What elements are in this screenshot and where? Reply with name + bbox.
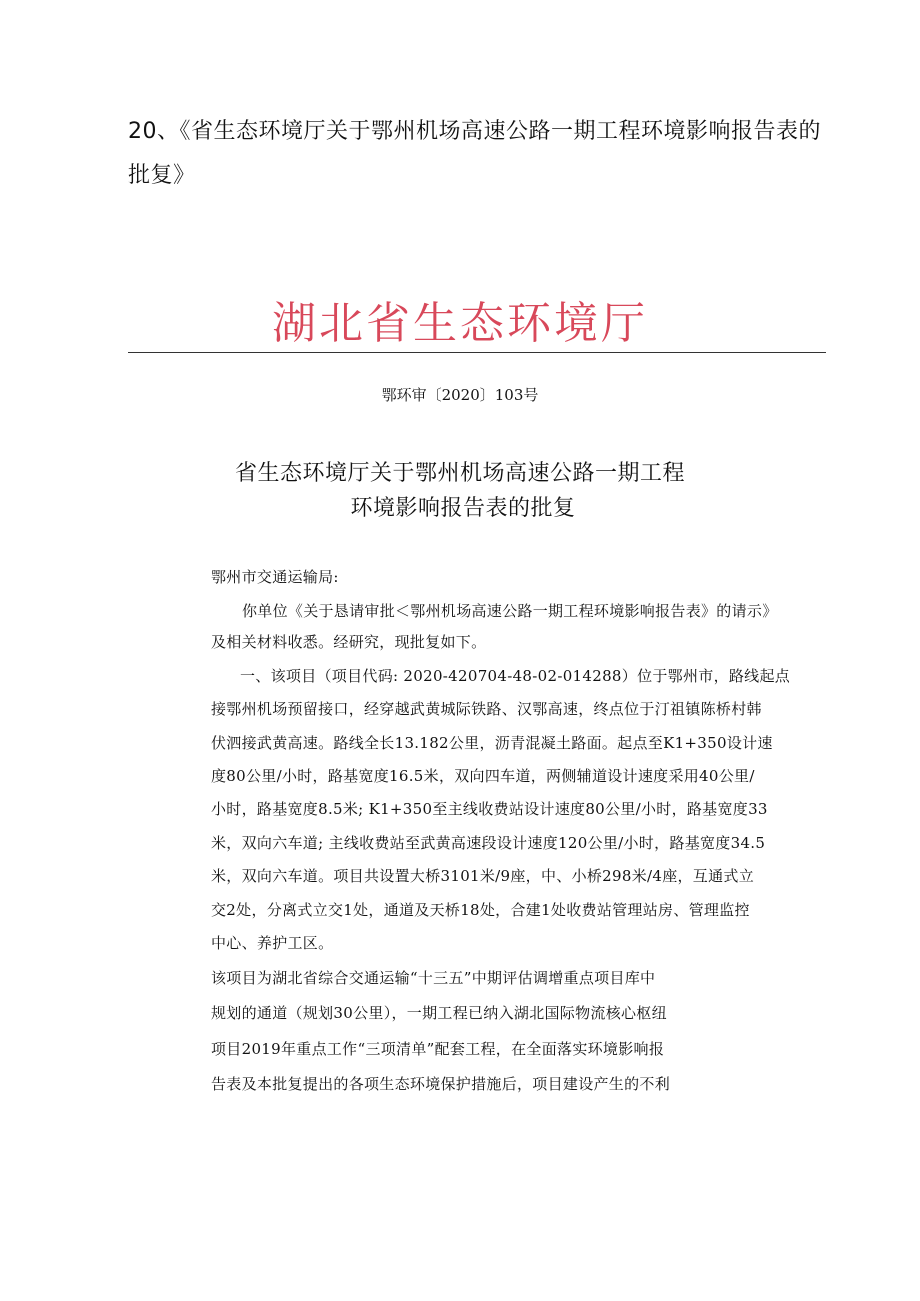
paragraph-line: 米，双向六车道。项目共设置大桥3101米/9座，中、小桥298米/4座，互通式立 xyxy=(211,867,755,885)
paragraph-line: 小时，路基宽度8.5米; K1+350至主线收费站设计速度80公里/小时，路基宽度33 xyxy=(211,800,768,818)
addressee: 鄂州市交通运输局: xyxy=(211,568,339,586)
paragraph-line: 你单位《关于恳请审批＜鄂州机场高速公路一期工程环境影响报告表》的请示》 xyxy=(242,602,778,620)
document-title-line-2: 环境影响报告表的批复 xyxy=(350,496,576,521)
paragraph-line: 告表及本批复提出的各项生态环境保护措施后，项目建设产生的不利 xyxy=(211,1075,671,1093)
document-title-line-1: 省生态环境厅关于鄂州机场高速公路一期工程 xyxy=(234,461,685,486)
masthead-divider xyxy=(128,352,826,353)
item-heading: 20、《省生态环境厅关于鄂州机场高速公路一期工程环境影响报告表的批复》 xyxy=(128,119,821,188)
paragraph-line: 规划的通道（规划30公里），一期工程已纳入湖北国际物流核心枢纽 xyxy=(211,1004,667,1022)
paragraph-line: 伏泗接武黄高速。路线全长13.182公里，沥青混凝土路面。起点至K1+350设计速 xyxy=(211,734,773,752)
paragraph-line: 一、该项目（项目代码: 2020-420704-48-02-014288）位于鄂州市，路线起点 xyxy=(240,667,791,685)
paragraph-line: 米，双向六车道; 主线收费站至武黄高速段设计速度120公里/小时，路基宽度34.5 xyxy=(211,834,766,852)
paragraph-line: 项目2019年重点工作“三项清单”配套工程，在全面落实环境影响报 xyxy=(211,1040,665,1058)
document-number: 鄂环审〔2020〕103号 xyxy=(381,386,539,404)
masthead-title: 湖北省生态环境厅 xyxy=(272,298,648,349)
paragraph-line: 中心、养护工区。 xyxy=(211,934,334,952)
paragraph-line: 及相关材料收悉。经研究，现批复如下。 xyxy=(211,633,487,651)
paragraph-line: 交2处，分离式立交1处，通道及天桥18处，合建1处收费站管理站房、管理监控 xyxy=(211,901,750,919)
paragraph-line: 接鄂州机场预留接口，经穿越武黄城际铁路、汉鄂高速，终点位于汀祖镇陈桥村韩 xyxy=(211,700,762,718)
paragraph-line: 该项目为湖北省综合交通运输“十三五”中期评估调增重点项目库中 xyxy=(211,969,656,987)
paragraph-line: 度80公里/小时，路基宽度16.5米，双向四车道，两侧辅道设计速度采用40公里/ xyxy=(211,767,755,785)
